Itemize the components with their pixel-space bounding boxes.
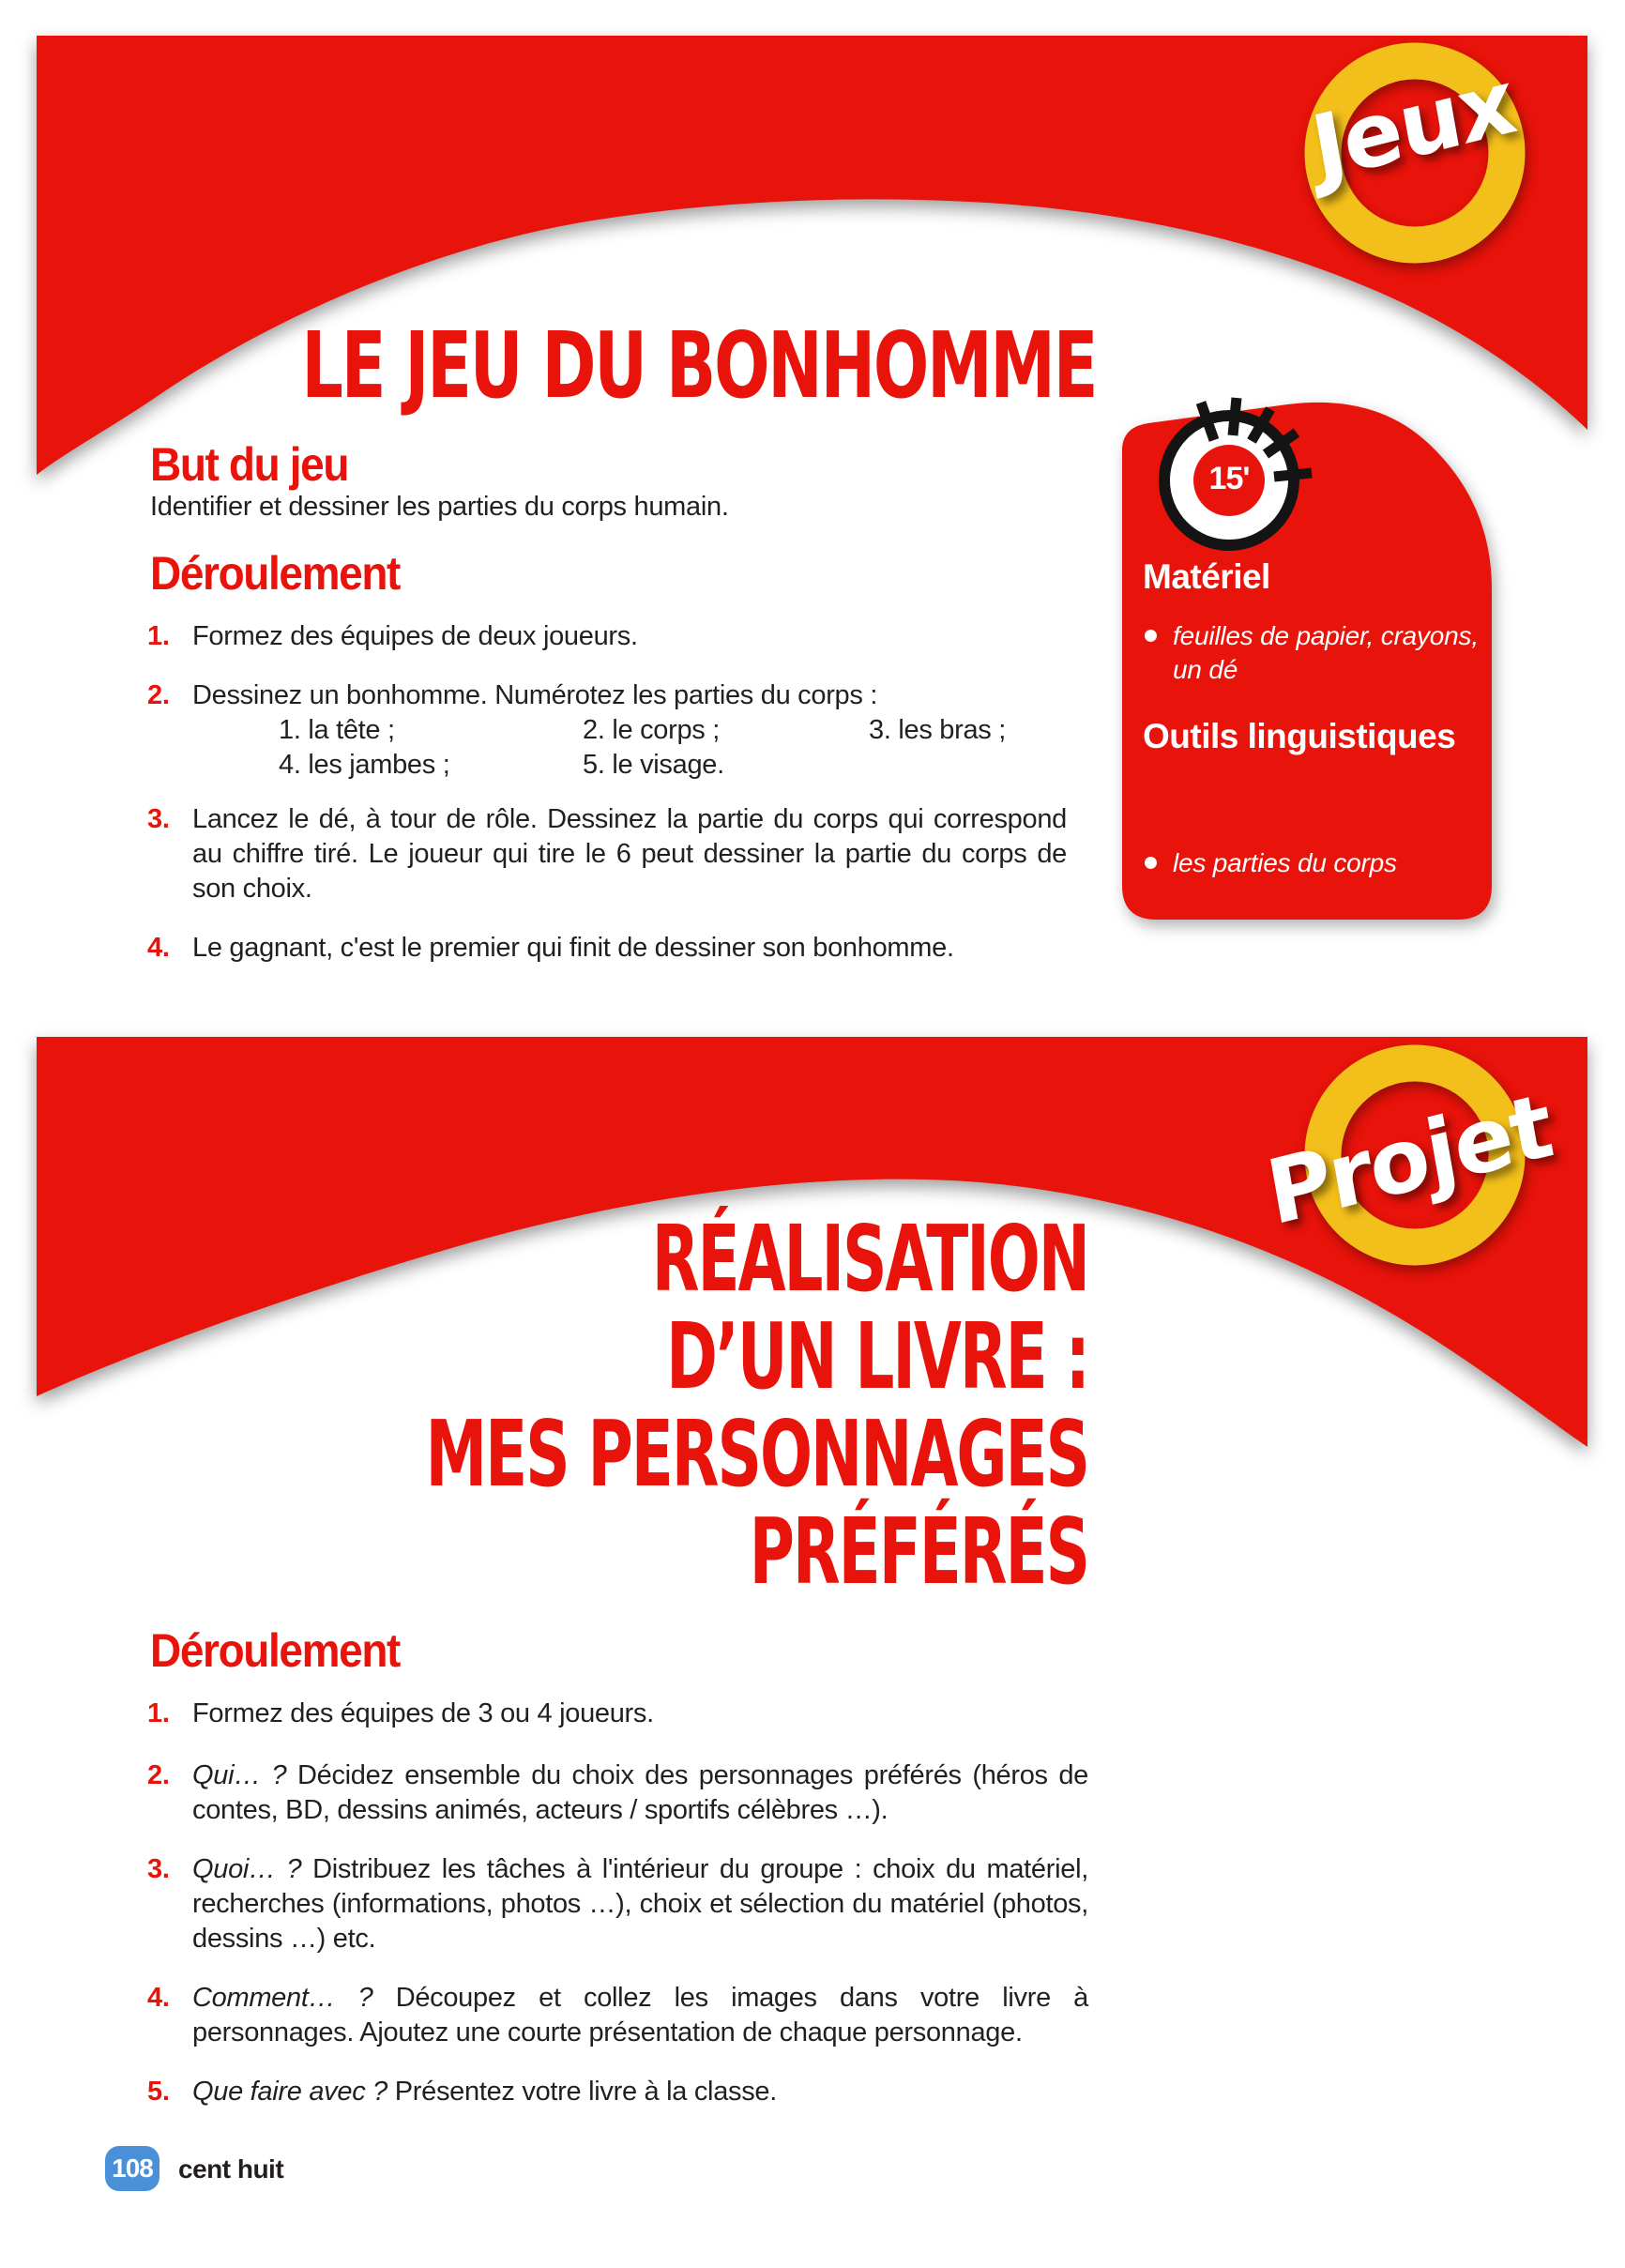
step-number: 3. xyxy=(147,804,170,834)
outils-item-text: les parties du corps xyxy=(1173,848,1397,877)
step-text: Lancez le dé, à tour de rôle. Dessinez la partie du corps qui correspond au chiffre tiré. Le joueur qui tire le 6 peut dessiner la partie du corps de son choix. xyxy=(192,804,1067,904)
projet-title-line: D’UN LIVRE : xyxy=(666,1303,1088,1409)
body-part-item: 2. le corps ; xyxy=(583,715,720,745)
outils-item xyxy=(1145,846,1496,880)
jeu-step-1 xyxy=(147,619,1067,654)
step-text: Distribuez les tâches à l'intérieur du groupe : choix du matériel, recherches (informations, photos …), choix et sélection du matériel (photos, dessins …) etc. xyxy=(192,1854,1088,1954)
step-number: 2. xyxy=(147,680,170,710)
projet-step-2 xyxy=(147,1758,1088,1828)
step-number: 2. xyxy=(147,1760,170,1790)
step-text: Décidez ensemble du choix des personnages préférés (héros de contes, BD, dessins animés, acteurs / sportifs célèbres …). xyxy=(192,1760,1088,1825)
jeu-step-3 xyxy=(147,802,1067,906)
step-number: 1. xyxy=(147,1698,170,1728)
body-part-item: 3. les bras ; xyxy=(869,715,1006,745)
timer-duration-label: 15' xyxy=(1208,461,1250,496)
projet-step-4 xyxy=(147,1981,1088,2050)
step-lead: Comment… ? xyxy=(192,1983,396,2013)
jeu-step-4 xyxy=(147,931,1067,966)
bullet-dot-icon xyxy=(1145,630,1157,642)
step-number: 5. xyxy=(147,2077,170,2107)
step-text: Le gagnant, c'est le premier qui finit de dessiner son bonhomme. xyxy=(192,933,954,963)
step-text: Découpez et collez les images dans votre livre à personnages. Ajoutez une courte présentation de chaque personnage. xyxy=(192,1983,1088,2047)
deroulement-jeu-heading: Déroulement xyxy=(150,547,400,600)
jeux-badge-label: Jeux xyxy=(1304,51,1522,202)
body-part-item: 4. les jambes ; xyxy=(279,750,450,780)
body-part-item: 1. la tête ; xyxy=(279,715,395,745)
step-number: 4. xyxy=(147,933,170,963)
bullet-dot-icon xyxy=(1145,857,1157,869)
projet-step-5 xyxy=(147,2075,1088,2109)
body-parts-list xyxy=(279,713,1067,783)
body-part-item: 5. le visage. xyxy=(583,750,724,780)
step-number: 3. xyxy=(147,1854,170,1884)
projet-title-line: PRÉFÉRÉS xyxy=(749,1499,1088,1605)
projet-step-1 xyxy=(147,1697,1088,1731)
projet-title-line: RÉALISATION xyxy=(651,1206,1088,1312)
jeu-title: LE JEU DU BONHOMME xyxy=(301,312,1096,419)
projet-title-line: MES PERSONNAGES xyxy=(425,1401,1088,1507)
deroulement-projet-heading: Déroulement xyxy=(150,1624,400,1677)
step-text: Formez des équipes de deux joueurs. xyxy=(192,621,638,651)
outils-heading: Outils linguistiques xyxy=(1143,717,1456,755)
jeu-steps xyxy=(147,619,1067,990)
step-lead: Qui… ? xyxy=(192,1760,297,1790)
jeu-step-2 xyxy=(147,678,1067,783)
projet-title xyxy=(425,1206,1088,1605)
projet-step-3 xyxy=(147,1852,1088,1956)
page-number-words: cent huit xyxy=(178,2154,284,2184)
but-du-jeu-text: Identifier et dessiner les parties du corps humain. xyxy=(150,492,729,522)
materiel-heading: Matériel xyxy=(1143,557,1270,596)
step-lead: Que faire avec ? xyxy=(192,2077,395,2107)
step-text: Présentez votre livre à la classe. xyxy=(394,2077,778,2107)
projet-steps xyxy=(147,1697,1088,2134)
step-lead: Quoi… ? xyxy=(192,1854,313,1884)
materiel-item-text: feuilles de papier, crayons, un dé xyxy=(1173,621,1479,684)
projet-badge-label: Projet xyxy=(1259,1074,1559,1246)
but-du-jeu-heading: But du jeu xyxy=(150,438,349,491)
step-text: Dessinez un bonhomme. Numérotez les parties du corps : xyxy=(192,680,878,710)
step-text: Formez des équipes de 3 ou 4 joueurs. xyxy=(192,1698,654,1728)
page-number-badge: 108 xyxy=(105,2146,159,2191)
step-number: 1. xyxy=(147,621,170,651)
step-number: 4. xyxy=(147,1983,170,2013)
materiel-item xyxy=(1145,619,1496,687)
